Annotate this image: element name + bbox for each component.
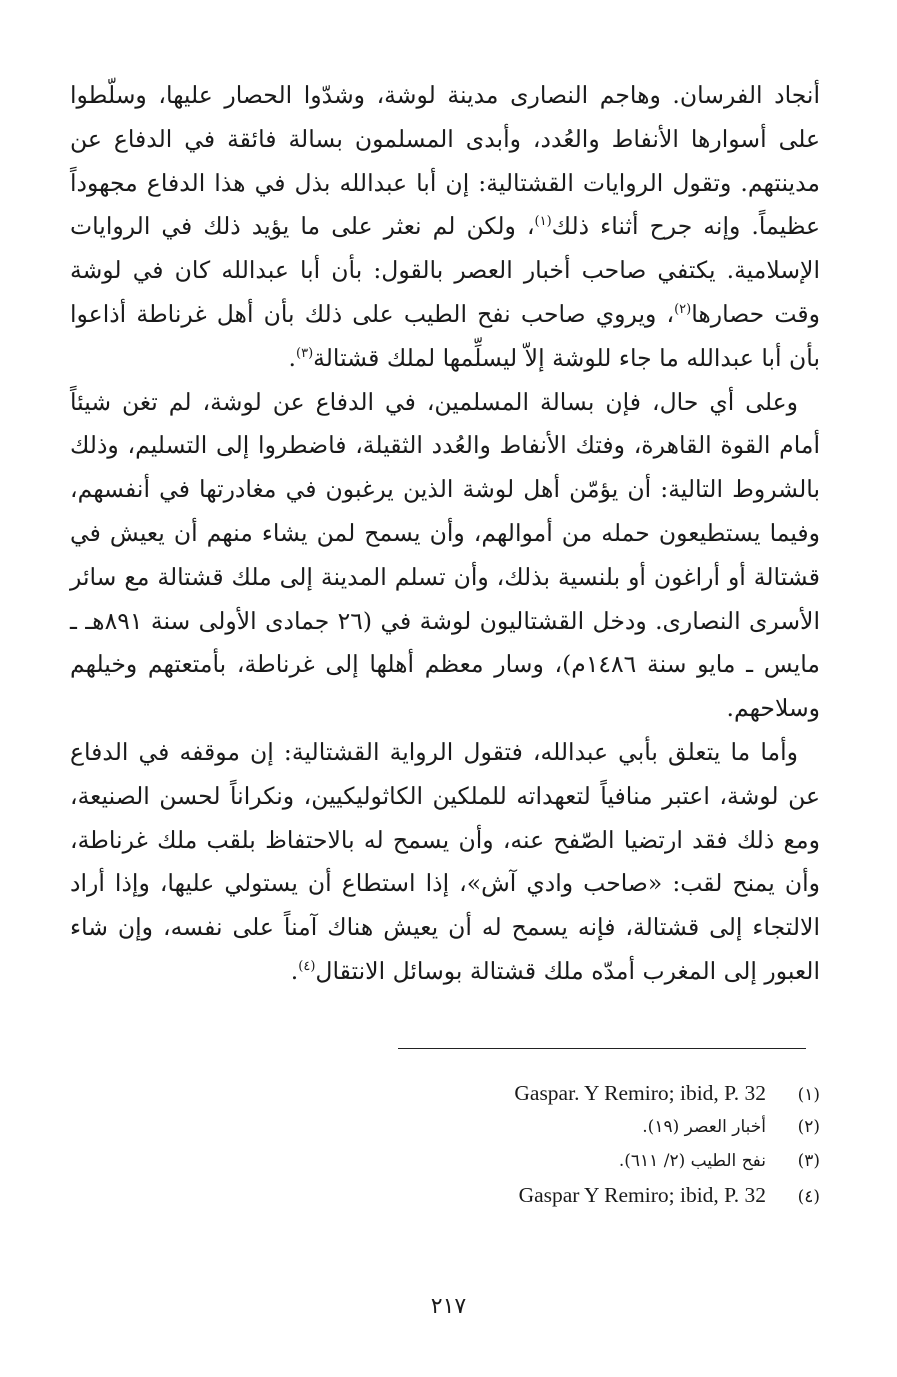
footnotes [220, 1076, 820, 1212]
footnote-number: (٢) [797, 1117, 820, 1137]
paragraph-text: . [288, 343, 297, 372]
footnote-number: (١) [797, 1085, 820, 1105]
footnote-text: نفح الطيب (٢/ ٦١١). [618, 1151, 766, 1171]
main-text [70, 74, 820, 994]
paragraph [70, 74, 820, 381]
footnote-text: Gaspar Y Remiro; ibid, P. 32 [518, 1183, 766, 1207]
footnote-item [220, 1076, 820, 1110]
paragraph-text: ، ويروي صاحب نفح الطيب على ذلك بأن أهل غرناطة أذاعوا بأن أبا عبدالله ما جاء للوشة إلاّ ليسلِّمها لملك قشتالة [70, 299, 820, 372]
paragraph-text: أنجاد الفرسان. وهاجم النصارى مدينة لوشة، وشدّوا الحصار عليها، وسلّطوا على أسوارها الأنفاط والعُدد، وأبدى المسلمون بسالة فائقة في الدفاع عن مدينتهم. وتقول الروايات القشتالية: إن أبا عبدالله بذل في هذا الدفاع مجهوداً عظيماً. وإنه جرح أثناء ذلك [70, 81, 820, 241]
paragraph [70, 731, 820, 994]
footnote-reference: (١) [534, 214, 552, 230]
footnote-item [220, 1110, 820, 1144]
footnote-text: Gaspar. Y Remiro; ibid, P. 32 [514, 1081, 766, 1105]
paragraph-text: وعلى أي حال، فإن بسالة المسلمين، في الدفاع عن لوشة، لم تغن شيئاً أمام القوة القاهرة، وفتك الأنفاط والعُدد الثقيلة، فاضطروا إلى التسليم، وذلك بالشروط التالية: أن يؤمّن أهل لوشة الذين يرغبون في مغادرتها في أنفسهم، وفيما يستطيعون حمله من أموالهم، وأن يسمح لمن يشاء منهم أن يعيش في قشتالة أو أراغون أو بلنسية بذلك، وأن تسلم المدينة إلى ملك قشتالة مع سائر الأسرى النصارى. ودخل القشتاليون لوشة في (٢٦ جمادى الأولى سنة ٨٩١هـ ـ مايس ـ مايو سنة ١٤٨٦م)، وسار معظم أهلها إلى غرناطة، بأمتعتهم وخيلهم وسلاحهم. [70, 387, 820, 723]
footnote-reference: (٣) [296, 345, 314, 361]
paragraph-text: . [290, 956, 299, 985]
footnote-number: (٤) [797, 1187, 820, 1207]
footnote-number: (٣) [797, 1151, 820, 1171]
footnote-item [220, 1144, 820, 1178]
footnote-separator [398, 1048, 806, 1049]
footnote-reference: (٤) [298, 958, 316, 974]
footnote-item [220, 1178, 820, 1212]
paragraph-text: ، ولكن لم نعثر على ما يؤيد ذلك في الروايات الإسلامية. يكتفي صاحب أخبار العصر بالقول: بأن أبا عبدالله كان في لوشة وقت حصارها [70, 212, 820, 328]
footnote-reference: (٢) [674, 301, 692, 317]
footnote-text: أخبار العصر (١٩). [642, 1117, 766, 1137]
paragraph [70, 381, 820, 731]
page-number: ٢١٧ [430, 1294, 467, 1319]
paragraph-text: وأما ما يتعلق بأبي عبدالله، فتقول الرواية القشتالية: إن موقفه في الدفاع عن لوشة، اعتبر منافياً لتعهداته للملكين الكاثوليكيين، ونكراناً لحسن الصنيعة، ومع ذلك فقد ارتضيا الصّفح عنه، وأن يسمح له بالاحتفاظ بلقب ملك غرناطة، وأن يمنح لقب: «صاحب وادي آش»، إذا استطاع أن يستولي عليها، وإذا أراد الالتجاء إلى قشتالة، فإنه يسمح له أن يعيش هناك آمناً على نفسه، وإن شاء العبور إلى المغرب أمدّه ملك قشتالة بوسائل الانتقال [70, 737, 820, 985]
